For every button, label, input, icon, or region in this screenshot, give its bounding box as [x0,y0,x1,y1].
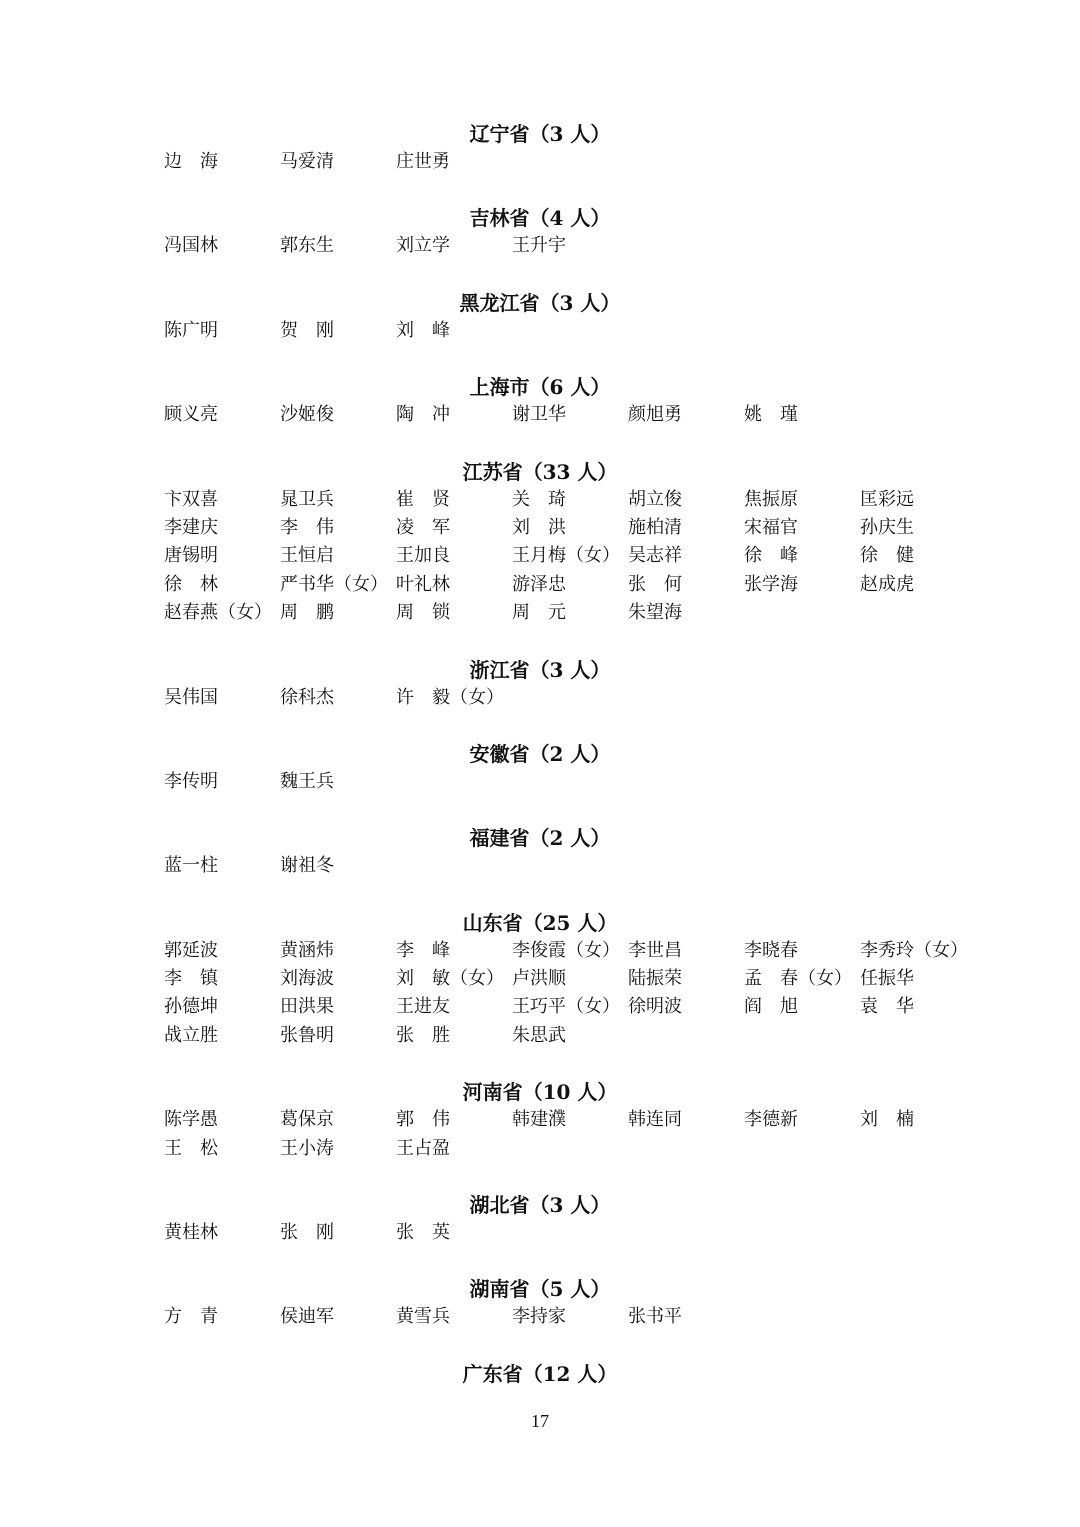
person-name: 王月梅（女） [512,545,620,567]
name-row [164,993,1080,1021]
province-section [0,204,1080,260]
person-name: 徐科杰 [280,686,334,708]
province-heading: 河南省（10 人） [462,1080,618,1105]
name-list [0,317,1080,345]
person-name: 吴志祥 [628,545,682,567]
person-name: 郭延波 [164,939,218,961]
person-name: 陆振荣 [628,968,682,990]
person-name: 赵成虎 [860,573,914,595]
name-row [164,401,1080,429]
person-name: 宋福官 [744,516,798,538]
person-name: 顾义亮 [164,404,218,426]
province-section [0,373,1080,429]
person-name: 陈学愚 [164,1109,218,1131]
name-row [164,1219,1080,1247]
province-heading: 福建省（2 人） [469,826,611,851]
province-heading: 吉林省（4 人） [469,206,611,231]
province-heading: 浙江省（3 人） [469,657,611,682]
name-list [0,852,1080,880]
person-name: 严书华（女） [280,573,388,595]
province-heading: 广东省（12 人） [462,1361,618,1386]
person-name: 刘 峰 [396,319,450,341]
province-section [0,824,1080,880]
person-name: 阎 旭 [744,996,798,1018]
province-heading: 辽宁省（3 人） [469,122,611,146]
person-name: 黄桂林 [164,1222,218,1244]
person-name: 郭东生 [280,235,334,257]
person-name: 黄雪兵 [396,1306,450,1328]
name-row [164,684,1080,712]
person-name: 李传明 [164,770,218,792]
person-name: 郭 伟 [396,1109,450,1131]
person-name: 周 元 [512,602,566,624]
province-section [0,1360,1080,1388]
person-name: 孙德坤 [164,996,218,1018]
name-row [164,1106,1080,1134]
person-name: 许 毅（女） [396,686,504,708]
person-name: 朱望海 [628,602,682,624]
person-name: 孟 春（女） [744,968,852,990]
person-name: 田洪果 [280,996,334,1018]
person-name: 韩建濮 [512,1109,566,1131]
person-name: 卞双喜 [164,488,218,510]
person-name: 赵春燕（女） [164,602,272,624]
person-name: 陈广明 [164,319,218,341]
person-name: 张学海 [744,573,798,595]
name-row [164,768,1080,796]
person-name: 刘 敏（女） [396,968,504,990]
province-section [0,458,1080,628]
person-name: 张书平 [628,1306,682,1328]
name-row [164,514,1080,542]
name-row [164,1022,1080,1050]
province-section [0,120,1080,176]
person-name: 王小涛 [280,1137,334,1159]
person-name: 李俊霞（女） [512,939,620,961]
name-row [164,599,1080,627]
name-row [164,1135,1080,1163]
name-row [164,571,1080,599]
person-name: 陶 冲 [396,404,450,426]
person-name: 马爱清 [280,151,334,172]
person-name: 徐 林 [164,573,218,595]
name-list [0,684,1080,712]
name-list [0,232,1080,260]
person-name: 葛保京 [280,1109,334,1131]
person-name: 唐锡明 [164,545,218,567]
name-list [0,148,1080,176]
province-section [0,1275,1080,1331]
province-heading: 江苏省（33 人） [462,459,618,484]
province-heading: 湖南省（5 人） [469,1277,611,1302]
person-name: 张鲁明 [280,1024,334,1046]
name-row [164,317,1080,345]
person-name: 侯迪军 [280,1306,334,1328]
name-row [164,232,1080,260]
person-name: 袁 华 [860,996,914,1018]
province-section [0,1078,1080,1163]
person-name: 任振华 [860,968,914,990]
person-name: 李晓春 [744,939,798,961]
person-name: 刘海波 [280,968,334,990]
person-name: 王升宇 [512,235,566,257]
province-section [0,909,1080,1051]
person-name: 李世昌 [628,939,682,961]
person-name: 朱思武 [512,1024,566,1046]
name-row [164,148,1080,176]
person-name: 周 鹏 [280,602,334,624]
name-row [164,1303,1080,1331]
person-name: 匡彩远 [860,488,914,510]
province-heading: 湖北省（3 人） [469,1193,611,1218]
person-name: 黄涵炜 [280,939,334,961]
person-name: 庄世勇 [396,151,450,172]
province-heading: 黑龙江省（3 人） [459,290,621,315]
person-name: 王 松 [164,1137,218,1159]
province-section [0,740,1080,796]
province-section [0,1191,1080,1247]
name-row [164,486,1080,514]
person-name: 卢洪顺 [512,968,566,990]
person-name: 张 何 [628,573,682,595]
person-name: 焦振原 [744,488,798,510]
person-name: 晁卫兵 [280,488,334,510]
name-list [0,1219,1080,1247]
person-name: 凌 军 [396,516,450,538]
person-name: 韩连同 [628,1109,682,1131]
person-name: 施柏清 [628,516,682,538]
person-name: 崔 贤 [396,488,450,510]
person-name: 姚 瑾 [744,404,798,426]
province-heading: 上海市（6 人） [469,375,611,400]
document-page [0,120,1080,1388]
person-name: 张 刚 [280,1222,334,1244]
person-name: 李德新 [744,1109,798,1131]
person-name: 刘 楠 [860,1109,914,1131]
name-row [164,965,1080,993]
page-number: 17 [531,1411,549,1431]
person-name: 王巧平（女） [512,996,620,1018]
person-name: 沙姬俊 [280,404,334,426]
person-name: 关 琦 [512,488,566,510]
person-name: 李秀玲（女） [860,939,968,961]
person-name: 方 青 [164,1306,218,1328]
name-list [0,1106,1080,1163]
province-section [0,656,1080,712]
person-name: 徐 健 [860,545,914,567]
person-name: 谢祖冬 [280,855,334,877]
person-name: 胡立俊 [628,488,682,510]
person-name: 冯国林 [164,235,218,257]
person-name: 谢卫华 [512,404,566,426]
person-name: 李 镇 [164,968,218,990]
name-list [0,937,1080,1051]
person-name: 徐 峰 [744,545,798,567]
person-name: 李 峰 [396,939,450,961]
person-name: 魏王兵 [280,770,334,792]
person-name: 李持家 [512,1306,566,1328]
person-name: 战立胜 [164,1024,218,1046]
name-row [164,937,1080,965]
name-row [164,542,1080,570]
name-row [164,852,1080,880]
province-heading: 安徽省（2 人） [469,741,611,766]
name-list [0,768,1080,796]
person-name: 叶礼林 [396,573,450,595]
person-name: 刘 洪 [512,516,566,538]
person-name: 徐明波 [628,996,682,1018]
person-name: 王加良 [396,545,450,567]
person-name: 张 英 [396,1222,450,1244]
person-name: 吴伟国 [164,686,218,708]
person-name: 蓝一柱 [164,855,218,877]
name-list [0,1303,1080,1331]
person-name: 李 伟 [280,516,334,538]
person-name: 张 胜 [396,1024,450,1046]
person-name: 周 锁 [396,602,450,624]
province-heading: 山东省（25 人） [462,910,618,935]
person-name: 王占盈 [396,1137,450,1159]
person-name: 王进友 [396,996,450,1018]
person-name: 颜旭勇 [628,404,682,426]
person-name: 孙庆生 [860,516,914,538]
name-list [0,486,1080,628]
person-name: 边 海 [164,151,218,172]
person-name: 游泽忠 [512,573,566,595]
name-list [0,401,1080,429]
person-name: 贺 刚 [280,319,334,341]
province-section [0,289,1080,345]
person-name: 李建庆 [164,516,218,538]
person-name: 刘立学 [396,235,450,257]
person-name: 王恒启 [280,545,334,567]
